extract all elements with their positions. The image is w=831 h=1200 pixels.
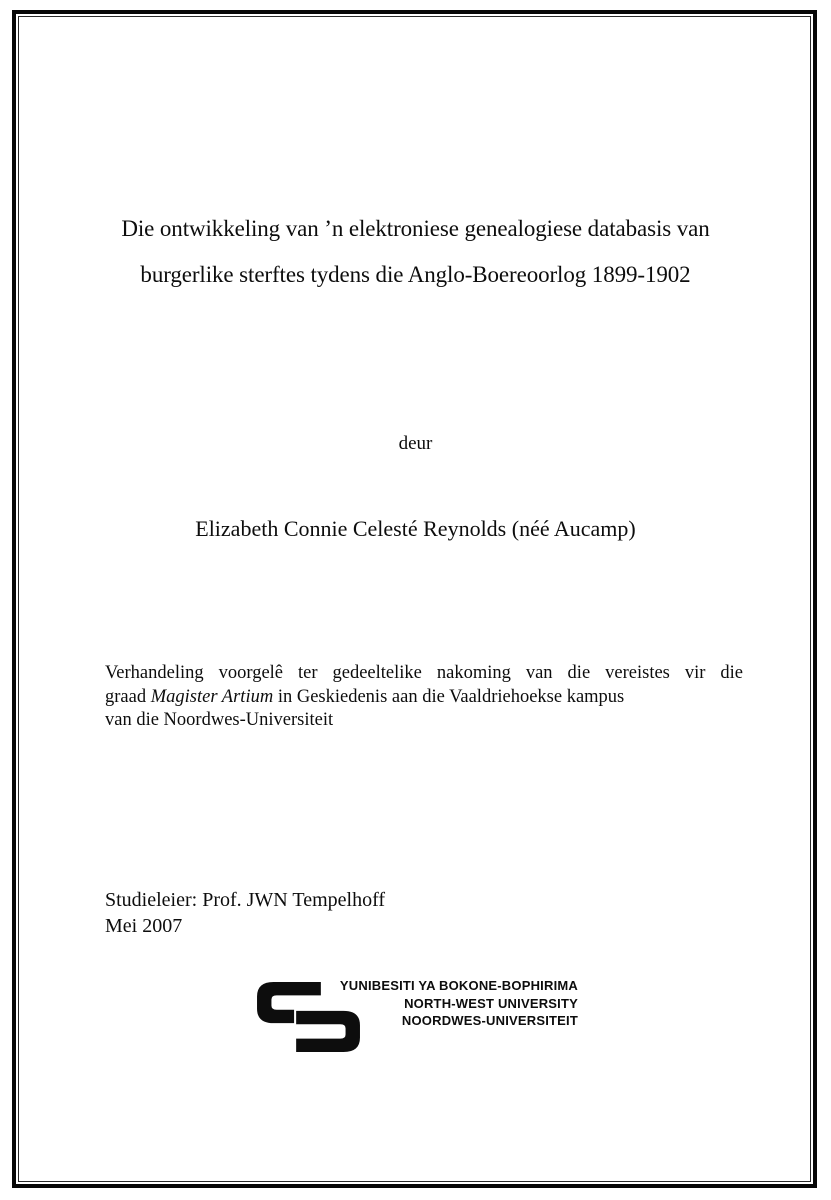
degree-statement [105,662,743,733]
degree-statement-line-1: Verhandeling voorgelê ter gedeeltelike nakoming van die vereistes vir die [105,663,743,683]
university-logo-wordmark [322,977,578,1030]
date-line: Mei 2007 [105,915,183,937]
supervisor-and-date [105,887,385,939]
logo-text-afrikaans: NOORDWES-UNIVERSITEIT [401,1013,578,1028]
degree-statement-line-2-post: in Geskiedenis aan die Vaaldriehoekse kampus [273,686,625,707]
thesis-title [60,206,771,298]
author-name: Elizabeth Connie Celesté Reynolds (néé Aucamp) [195,516,636,541]
degree-name-italic: Magister Artium [150,686,274,707]
thesis-title-line-2: burgerlike sterftes tydens die Anglo-Boereoorlog 1899-1902 [140,262,691,287]
supervisor-line: Studieleier: Prof. JWN Tempelhoff [105,889,386,911]
degree-statement-line-2-pre: graad [105,686,151,707]
degree-statement-line-3: van die Noordwes-Universiteit [105,710,334,730]
thesis-title-line-1: Die ontwikkeling van ’n elektroniese genealogiese databasis van [121,216,710,241]
logo-text-setswana: YUNIBESITI YA BOKONE-BOPHIRIMA [339,978,578,993]
university-logo [257,975,587,1055]
logo-text-english: NORTH-WEST UNIVERSITY [404,995,578,1011]
byline-deur: deur [398,433,433,454]
degree-statement-line-2 [105,686,743,710]
